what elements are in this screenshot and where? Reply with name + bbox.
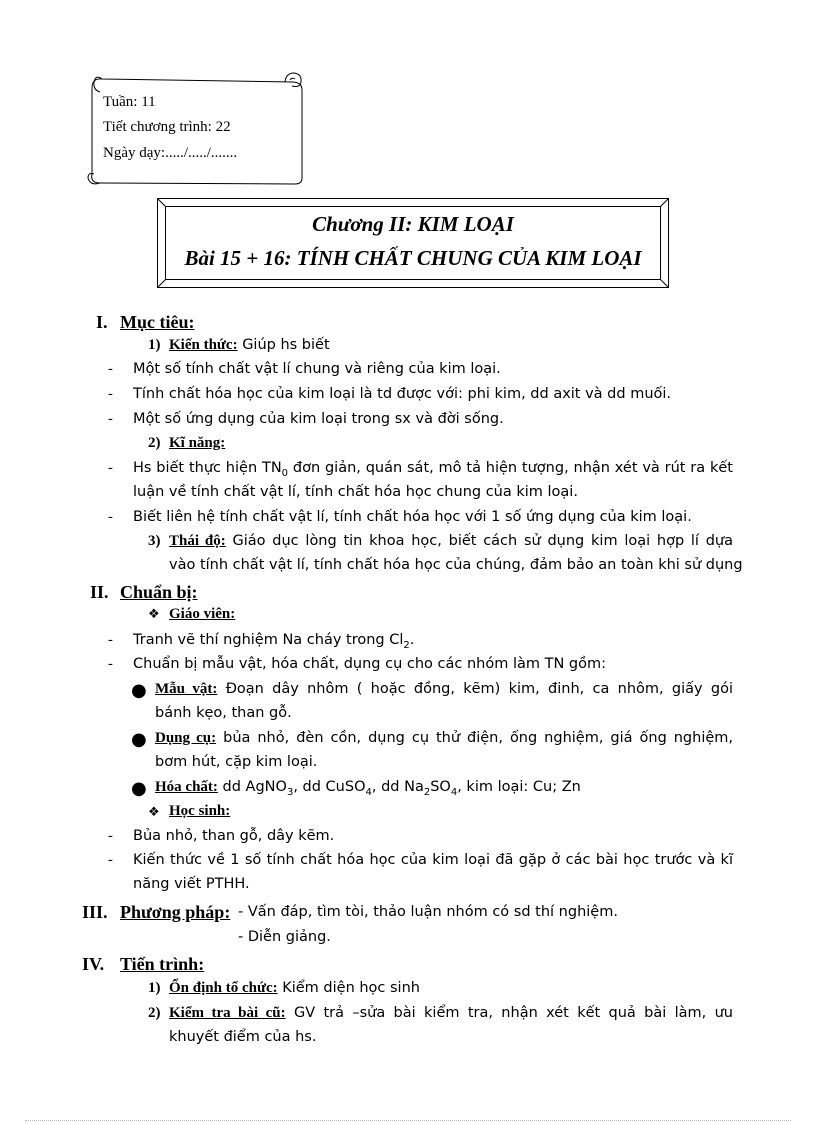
attitude-line-2: vào tính chất vật lí, tính chất hóa học của chúng, đảm bảo an toàn khi sử dụng: [169, 557, 743, 573]
dash: -: [108, 632, 113, 648]
teacher-label: Giáo viên:: [169, 606, 236, 622]
teacher-item-1: Tranh vẽ thí nghiệm Na cháy trong $Cl_2$.: [133, 632, 415, 651]
knowledge-item-3: Một số ứng dụng của kim loại trong sx và đời sống.: [133, 411, 504, 427]
teacher-item-2: Chuẩn bị mẫu vật, hóa chất, dụng cụ cho các nhóm làm TN gồm:: [133, 656, 606, 672]
step-1-number: 1): [148, 980, 161, 996]
skills-item-1-line-2: luận về tính chất vật lí, tính chất hóa học chung của kim loại.: [133, 484, 578, 500]
samples-label: Mẫu vật:: [155, 681, 218, 697]
section-1-number: I.: [96, 312, 108, 332]
bullet-icon: ●: [131, 778, 147, 799]
method-line-1: - Vấn đáp, tìm tòi, thảo luận nhóm có sd thí nghiệm.: [238, 904, 618, 920]
attitude-line-1: Thái độ: Giáo dục lòng tin khoa học, biết cách sử dụng kim loại hợp lí dựa: [169, 533, 733, 549]
knowledge-line: [169, 337, 330, 354]
student-item-2-line-2: năng viết PTHH.: [133, 876, 250, 892]
attitude-label: Thái độ:: [169, 533, 226, 549]
dash: -: [108, 828, 113, 844]
skills-label: Kĩ năng:: [169, 435, 226, 451]
lesson-title: Bài 15 + 16: TÍNH CHẤT CHUNG CỦA KIM LOẠI: [184, 246, 642, 270]
section-2-heading: Chuẩn bị:: [120, 582, 198, 602]
skills-number: 2): [148, 435, 161, 451]
knowledge-label: Kiến thức:: [169, 337, 238, 353]
dash: -: [108, 361, 113, 377]
step-2-line-1: Kiểm tra bài cũ: GV trả –sửa bài kiểm tra, nhận xét kết quả bài làm, ưu: [169, 1005, 733, 1021]
dash: -: [108, 509, 113, 525]
chemicals-line: Hóa chất: dd AgNO$_3$, dd CuSO$_4$, dd $Na_2SO_4$, kim loại: Cu; Zn: [155, 779, 581, 798]
student-item-2-line-1: Kiến thức về 1 số tính chất hóa học của kim loại đã gặp ở các bài học trước và kĩ: [133, 852, 733, 868]
section-4-heading: Tiến trình:: [120, 954, 205, 974]
diamond-icon: ❖: [148, 607, 160, 622]
skills-item-2: Biết liên hệ tính chất vật lí, tính chất hóa học với 1 số ứng dụng của kim loại.: [133, 509, 692, 525]
dash: -: [108, 386, 113, 402]
chapter-title: Chương II: KIM LOẠI: [312, 212, 514, 236]
tools-line-2: bơm hút, cặp kim loại.: [155, 754, 318, 770]
skills-item-1-line-1: Hs biết thực hiện $TN_0$ đơn giản, quán sát, mô tả hiện tượng, nhận xét và rút ra kết: [133, 460, 733, 479]
step-1-label: Ổn định tổ chức:: [169, 980, 278, 996]
knowledge-number: 1): [148, 337, 161, 353]
dash: -: [108, 460, 113, 476]
chemicals-label: Hóa chất:: [155, 779, 218, 795]
knowledge-text: Giúp hs biết: [242, 337, 330, 353]
period-label: Tiết chương trình: 22: [103, 119, 231, 135]
samples-line-2: bánh kẹo, than gỗ.: [155, 705, 292, 721]
bullet-icon: ●: [131, 729, 147, 750]
section-1-heading: Mục tiêu:: [120, 312, 195, 332]
diamond-icon: ❖: [148, 805, 160, 820]
week-label: Tuần: 11: [103, 94, 156, 110]
step-2-line-2: khuyết điểm của hs.: [169, 1029, 317, 1045]
tools-label: Dụng cụ:: [155, 730, 217, 746]
student-item-1: Bủa nhỏ, than gỗ, dây kẽm.: [133, 828, 335, 844]
student-label: Học sinh:: [169, 803, 231, 819]
dash: -: [108, 852, 113, 868]
section-3-heading: Phương pháp:: [120, 902, 231, 922]
page-border-line: [25, 1120, 791, 1121]
tools-line-1: Dụng cụ: bủa nhỏ, đèn cồn, dụng cụ thử điện, ống nghiệm, giá ống nghiệm,: [155, 730, 734, 746]
knowledge-item-2: Tính chất hóa học của kim loại là td được với: phi kim, dd axit và dd muối.: [133, 386, 672, 402]
step-1-line: Ổn định tổ chức: Kiểm diện học sinh: [169, 980, 420, 996]
method-line-2: - Diễn giảng.: [238, 929, 331, 945]
bullet-icon: ●: [131, 680, 147, 701]
knowledge-item-1: Một số tính chất vật lí chung và riêng của kim loại.: [133, 361, 501, 377]
section-3-number: III.: [82, 902, 108, 922]
date-label: Ngày dạy:...../...../.......: [103, 145, 238, 161]
step-2-number: 2): [148, 1005, 161, 1021]
attitude-number: 3): [148, 533, 161, 549]
step-2-label: Kiểm tra bài cũ:: [169, 1005, 286, 1021]
dash: -: [108, 411, 113, 427]
section-4-number: IV.: [82, 954, 105, 974]
dash: -: [108, 656, 113, 672]
samples-line-1: Mẫu vật: Đoạn dây nhôm ( hoặc đồng, kẽm) kim, đinh, ca nhôm, giấy gói: [155, 681, 733, 697]
section-2-number: II.: [90, 582, 109, 602]
